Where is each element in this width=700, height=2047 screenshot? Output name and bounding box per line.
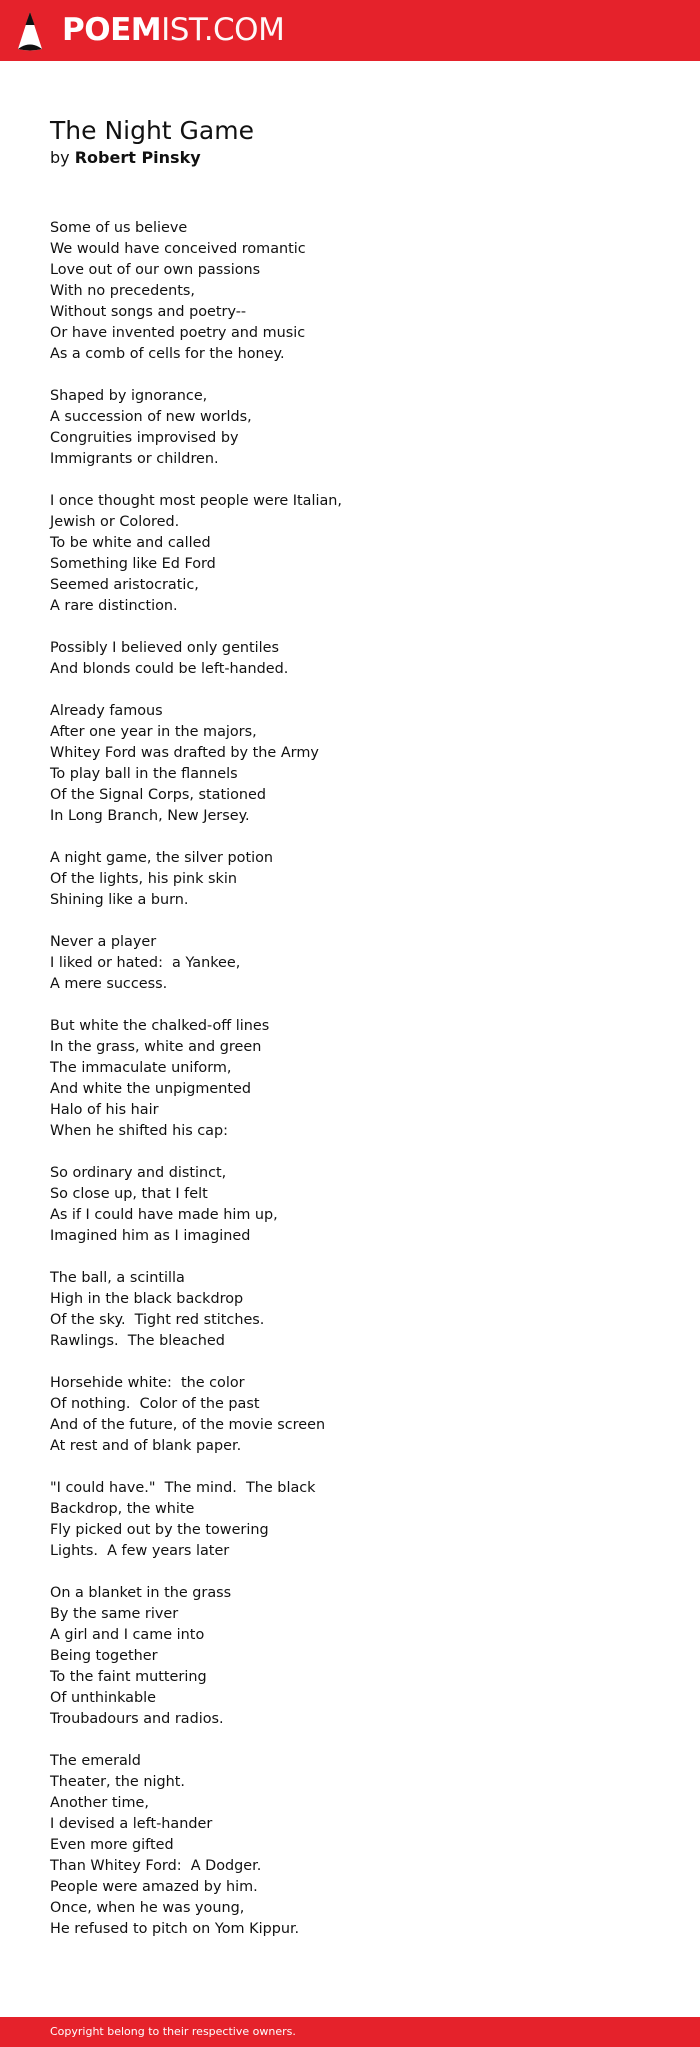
poem-line: Another time, [50, 1795, 149, 1811]
poem-line: As if I could have made him up, [50, 1207, 278, 1223]
poem-line: The emerald [50, 1753, 141, 1769]
poem-line: So close up, that I felt [50, 1186, 208, 1202]
poem-line: Whitey Ford was drafted by the Army [50, 745, 319, 761]
poem-line: At rest and of blank paper. [50, 1438, 242, 1454]
poem-line: The ball, a scintilla [50, 1270, 185, 1286]
poem-line: So ordinary and distinct, [50, 1165, 227, 1181]
poem-line: He refused to pitch on Yom Kippur. [50, 1921, 300, 1937]
poem-stanza [50, 638, 650, 680]
poem-line: But white the chalked-off lines [50, 1018, 270, 1034]
poem-line: A succession of new worlds, [50, 409, 252, 425]
poem-line: Fly picked out by the towering [50, 1522, 269, 1538]
poem-line: Horsehide white: the color [50, 1375, 245, 1391]
poem-line: Congruities improvised by [50, 430, 239, 446]
poem-line: To be white and called [50, 535, 211, 551]
poem-line: A night game, the silver potion [50, 850, 274, 866]
poem-line: And blonds could be left-handed. [50, 661, 289, 677]
site-footer [0, 2017, 700, 2047]
poem-line: A rare distinction. [50, 598, 178, 614]
poem-stanza [50, 1478, 650, 1562]
poem-line: Of the Signal Corps, stationed [50, 787, 267, 803]
poem-line: To the faint muttering [50, 1669, 207, 1685]
poem-line: Even more gifted [50, 1837, 174, 1853]
poem-line: Once, when he was young, [50, 1900, 245, 1916]
poem-line: High in the black backdrop [50, 1291, 244, 1307]
poem-line: People were amazed by him. [50, 1879, 258, 1895]
poem-line: When he shifted his cap: [50, 1123, 228, 1139]
poem-stanza [50, 1751, 650, 1940]
poem-line: In Long Branch, New Jersey. [50, 808, 250, 824]
poem-line: Rawlings. The bleached [50, 1333, 225, 1349]
logo-bold-text: POEM [62, 12, 162, 48]
poem-line: Shaped by ignorance, [50, 388, 208, 404]
poem-stanza [50, 1583, 650, 1730]
poem-stanza [50, 1268, 650, 1352]
poem-line: Backdrop, the white [50, 1501, 195, 1517]
poem-line: Than Whitey Ford: A Dodger. [50, 1858, 262, 1874]
poem-line: We would have conceived romantic [50, 241, 306, 257]
pencil-tip-icon[interactable] [17, 11, 43, 51]
poem-line: Without songs and poetry-- [50, 304, 247, 320]
poem-line: Troubadours and radios. [50, 1711, 224, 1727]
poem-line: Jewish or Colored. [50, 514, 180, 530]
poem-line: After one year in the majors, [50, 724, 257, 740]
poem-author: Robert Pinsky [74, 148, 201, 167]
poem-stanza [50, 1373, 650, 1457]
poem-line: I once thought most people were Italian, [50, 493, 343, 509]
poem-line: Theater, the night. [50, 1774, 185, 1790]
poem-stanza [50, 848, 650, 911]
poem-line: On a blanket in the grass [50, 1585, 232, 1601]
poem-line: Of the lights, his pink skin [50, 871, 238, 887]
poem-line: And of the future, of the movie screen [50, 1417, 326, 1433]
site-logo[interactable] [62, 10, 284, 50]
poem-line: "I could have." The mind. The black [50, 1480, 316, 1496]
poem-line: Something like Ed Ford [50, 556, 216, 572]
poem-line: Some of us believe [50, 220, 188, 236]
poem-line: Of nothing. Color of the past [50, 1396, 260, 1412]
poem-line: Seemed aristocratic, [50, 577, 199, 593]
poem-line: The immaculate uniform, [50, 1060, 232, 1076]
poem-stanza [50, 1163, 650, 1247]
poem-stanza [50, 491, 650, 617]
by-label: by [50, 148, 70, 167]
poem-line: Being together [50, 1648, 158, 1664]
poem-line: By the same river [50, 1606, 179, 1622]
poem-line: Or have invented poetry and music [50, 325, 306, 341]
poem-line: A mere success. [50, 976, 168, 992]
poem-byline [50, 147, 201, 169]
poem-line: Already famous [50, 703, 163, 719]
poem-title: The Night Game [50, 116, 254, 145]
poem-line: A girl and I came into [50, 1627, 205, 1643]
poem-body [50, 218, 650, 1961]
poem-line: Halo of his hair [50, 1102, 159, 1118]
poem-line: I liked or hated: a Yankee, [50, 955, 241, 971]
poem-stanza [50, 701, 650, 827]
poem-line: Shining like a burn. [50, 892, 189, 908]
poem-line: I devised a left-hander [50, 1816, 213, 1832]
poem-line: In the grass, white and green [50, 1039, 262, 1055]
poem-line: Of the sky. Tight red stitches. [50, 1312, 265, 1328]
site-header [0, 0, 700, 61]
poem-line: To play ball in the flannels [50, 766, 238, 782]
poem-line: Lights. A few years later [50, 1543, 230, 1559]
poem-stanza [50, 218, 650, 365]
poem-line: Love out of our own passions [50, 262, 261, 278]
poem-line: Imagined him as I imagined [50, 1228, 251, 1244]
poem-line: Immigrants or children. [50, 451, 219, 467]
poem-stanza [50, 1016, 650, 1142]
poem-line: Never a player [50, 934, 157, 950]
copyright-text: Copyright belong to their respective owners. [50, 2025, 296, 2038]
poem-line: With no precedents, [50, 283, 195, 299]
poem-stanza [50, 386, 650, 470]
logo-light-text: IST.COM [161, 12, 285, 48]
poem-stanza [50, 932, 650, 995]
poem-line: As a comb of cells for the honey. [50, 346, 285, 362]
poem-line: And white the unpigmented [50, 1081, 251, 1097]
poem-line: Possibly I believed only gentiles [50, 640, 280, 656]
poem-line: Of unthinkable [50, 1690, 156, 1706]
